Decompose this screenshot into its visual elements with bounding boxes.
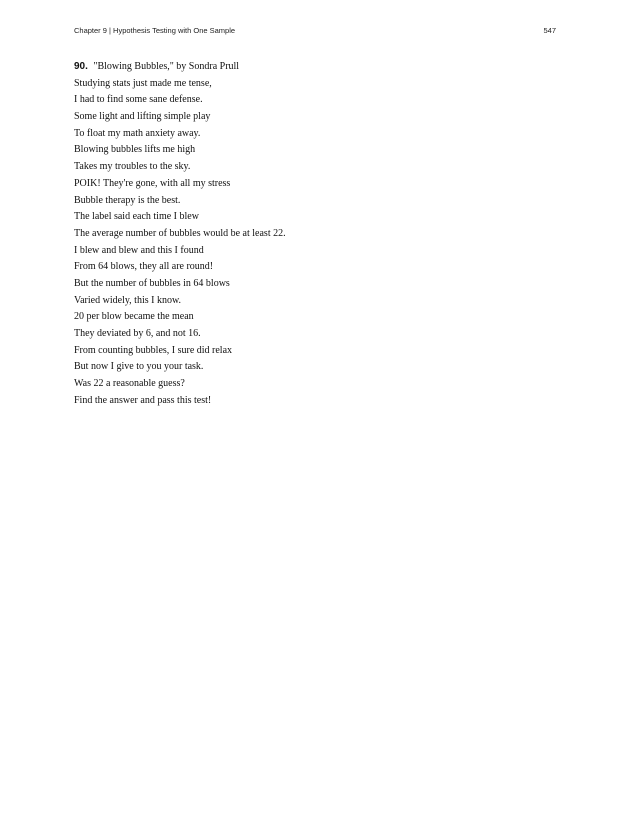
poem-line: POIK! They're gone, with all my stress — [74, 177, 231, 189]
poem-line: I had to find some sane defense. — [74, 94, 203, 106]
exercise-number: 90. — [74, 61, 88, 72]
poem-line: Blowing bubbles lifts me high — [74, 144, 196, 156]
poem-line: But now I give to you your task. — [74, 361, 204, 373]
poem-line: I blew and blew and this I found — [74, 244, 204, 256]
poem-line: To float my math anxiety away. — [74, 127, 201, 139]
exercise-title-line — [74, 59, 544, 76]
page-number: 547 — [543, 26, 556, 35]
chapter-title: Chapter 9 | Hypothesis Testing with One Sample — [74, 26, 236, 35]
poem-line: Was 22 a reasonable guess? — [74, 378, 185, 390]
running-header — [74, 26, 556, 38]
poem-line: The label said each time I blew — [74, 211, 199, 223]
poem-line: Find the answer and pass this test! — [74, 394, 212, 406]
poem-line: Some light and lifting simple play — [74, 111, 211, 123]
poem-line: Varied widely, this I know. — [74, 294, 182, 306]
poem-line: The average number of bubbles would be at least 22. — [74, 227, 286, 239]
poem-line: Bubble therapy is the best. — [74, 194, 181, 206]
poem-line: From counting bubbles, I sure did relax — [74, 344, 233, 356]
exercise-90 — [74, 59, 544, 409]
poem-title: "Blowing Bubbles," by Sondra Prull — [93, 61, 240, 72]
poem-line: Studying stats just made me tense, — [74, 77, 212, 89]
poem-line: But the number of bubbles in 64 blows — [74, 277, 230, 289]
poem-body — [74, 76, 544, 410]
poem-line: 20 per blow became the mean — [74, 311, 194, 323]
poem-line: Takes my troubles to the sky. — [74, 161, 191, 173]
poem-line: They deviated by 6, and not 16. — [74, 328, 201, 339]
poem-line: From 64 blows, they all are round! — [74, 261, 214, 273]
